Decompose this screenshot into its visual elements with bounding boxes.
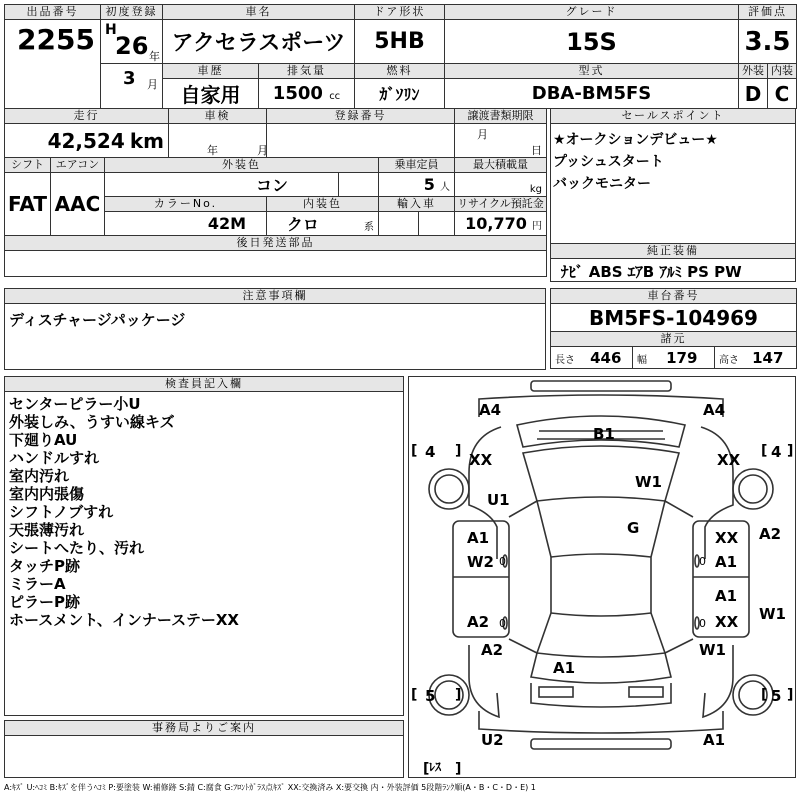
ext-score-label: 外装 [739, 64, 768, 79]
mark-tire-fr: 4 [771, 443, 782, 461]
svg-text:]: ] [455, 761, 462, 777]
mark-tire-rl: 5 [425, 687, 436, 705]
mark-tire-fl: 4 [425, 443, 436, 461]
notes-label: 注意事項欄 [5, 289, 545, 304]
displacement-unit: cc [329, 91, 341, 102]
mark-zero: 0 [499, 617, 506, 630]
chassis-number: BM5FS-104969 [551, 304, 797, 332]
inspector-line: ハンドルすれ [9, 449, 100, 467]
inspector-line: センターピラー小U [9, 395, 141, 413]
capacity-unit: 人 [440, 182, 450, 193]
insp-month-unit: 月 [257, 144, 268, 157]
car-name: アクセラスポーツ [163, 20, 355, 64]
color-no: 42M [105, 212, 267, 236]
door-label: ドア形状 [355, 5, 445, 20]
color-no-label: カラーNo. [105, 197, 267, 212]
fuel-label: 燃料 [355, 64, 445, 79]
inspector-line: ピラーP跡 [9, 593, 80, 611]
chassis-label: 車台番号 [551, 289, 797, 304]
first-reg-label: 初度登録 [101, 5, 163, 20]
inspector-label: 検査員記入欄 [5, 377, 403, 392]
svg-text:]: ] [787, 687, 794, 703]
header-table [4, 4, 797, 109]
history-label: 車歴 [163, 64, 259, 79]
doc-day-unit: 日 [531, 144, 542, 157]
inspector-line: ホースメント、インナーステーXX [9, 611, 239, 629]
int-color-label: 内装色 [267, 197, 379, 212]
ext-color-label: 外装色 [105, 158, 379, 173]
year-unit: 年 [149, 50, 160, 63]
recycle-label: リサイクル預託金 [455, 197, 547, 212]
door-type: 5HB [355, 20, 445, 64]
mark-door-fr: XX [715, 529, 739, 547]
mark-rear-right: A1 [703, 731, 726, 749]
sales-point-item: バックモニター [553, 176, 651, 192]
svg-text:[: [ [423, 761, 430, 777]
displacement: 1500 [272, 83, 323, 104]
equipment-label: 純正装備 [551, 243, 795, 259]
sales-point-item: プッシュスタート [553, 154, 664, 170]
reg-year: 26 [115, 32, 149, 60]
reg-month: 3 [123, 68, 136, 89]
mark-door-fl2: W2 [467, 553, 494, 571]
reg-no-label: 登録番号 [267, 109, 455, 124]
length-label: 長さ [555, 355, 575, 366]
mark-trunk: A1 [553, 659, 576, 677]
inspector-box [4, 376, 404, 716]
height-label: 高さ [719, 355, 739, 366]
capacity-label: 乗車定員 [379, 158, 455, 173]
history: 自家用 [163, 79, 259, 109]
ext-score: D [739, 79, 768, 109]
mileage: 42,524 [47, 128, 125, 153]
grade: 15S [445, 20, 739, 64]
svg-text:]: ] [455, 687, 462, 703]
spec-table [4, 108, 547, 277]
capacity: 5 [423, 175, 435, 194]
notes-box [4, 288, 546, 370]
office-label: 事務局よりご案内 [5, 721, 403, 736]
svg-text:[: [ [761, 687, 768, 703]
int-score-label: 内装 [768, 64, 797, 79]
svg-text:[: [ [411, 443, 418, 459]
car-outline-svg [409, 377, 795, 777]
mark-pillar-l: U1 [487, 491, 510, 509]
lot-number: 2255 [17, 23, 95, 56]
displacement-label: 排気量 [259, 64, 355, 79]
shift: FAT [5, 173, 51, 236]
import-label: 輸入車 [379, 197, 455, 212]
int-color-unit: 系 [364, 222, 374, 233]
dims-label: 諸元 [551, 332, 797, 347]
mark-front-right: A4 [703, 401, 726, 419]
mark-fender-r: XX [717, 451, 741, 469]
mark-tire-rr: 5 [771, 687, 782, 705]
doc-deadline-label: 譲渡書類期限 [455, 109, 547, 124]
max-load-unit: kg [529, 184, 542, 195]
inspector-line: ミラーA [9, 575, 66, 593]
width-label: 幅 [637, 355, 647, 366]
width: 179 [666, 349, 698, 367]
inspection-label: 車検 [169, 109, 267, 124]
length: 446 [590, 349, 622, 367]
mark-hood: B1 [593, 425, 615, 443]
mileage-label: 走行 [5, 109, 169, 124]
ac-label: エアコン [51, 158, 105, 173]
mark-lens: ﾚｽ [429, 760, 442, 774]
svg-text:]: ] [787, 443, 794, 459]
inspector-line: シートへたり、汚れ [9, 539, 145, 557]
month-unit: 月 [147, 78, 158, 91]
height: 147 [752, 349, 784, 367]
inspector-line: 室内汚れ [9, 467, 70, 485]
lot-no-label: 出品番号 [5, 5, 101, 20]
sales-point-label: セールスポイント [551, 109, 795, 124]
mileage-unit: km [129, 128, 164, 153]
mark-zero: 0 [499, 555, 506, 568]
mark-zero: 0 [699, 617, 706, 630]
mark-zero: 0 [699, 555, 706, 568]
mark-door-fl: A1 [467, 529, 490, 547]
shift-label: シフト [5, 158, 51, 173]
damage-diagram [408, 376, 796, 778]
inspector-list [9, 395, 239, 629]
mark-quarter-l: A2 [481, 641, 504, 659]
inspector-line: 下廻りAU [9, 431, 78, 449]
era-mark: H [105, 22, 117, 38]
later-parts-label: 後日発送部品 [5, 236, 547, 251]
mark-door-fr2: A1 [715, 553, 738, 571]
office-box [4, 720, 404, 778]
int-score: C [768, 79, 797, 109]
mark-roof: W1 [635, 473, 662, 491]
mark-side-r-rear: W1 [759, 605, 786, 623]
notes-text: ディスチャージパッケージ [9, 311, 186, 329]
mark-door-rr2: XX [715, 613, 739, 631]
svg-text:[: [ [411, 687, 418, 703]
inspector-line: 室内内張傷 [9, 485, 85, 503]
doc-month-unit: 月 [477, 128, 488, 141]
model-label: 型式 [445, 64, 739, 79]
equipment-list: ﾅﾋﾞ ABS ｴｱB ｱﾙﾐ PS PW [561, 263, 742, 281]
chassis-table [550, 288, 797, 369]
inspector-line: シフトノブすれ [9, 503, 114, 521]
insp-year-unit: 年 [207, 144, 218, 157]
mark-fender-l: XX [469, 451, 493, 469]
sales-point-list [553, 129, 718, 195]
inspector-line: 外装しみ、うすい線キズ [9, 413, 175, 431]
max-load-label: 最大積載量 [455, 158, 547, 173]
recycle-unit: 円 [532, 221, 542, 232]
score: 3.5 [739, 20, 797, 64]
score-label: 評価点 [739, 5, 797, 20]
mark-door-rr: A1 [715, 587, 738, 605]
fuel: ｶﾞｿﾘﾝ [355, 79, 445, 109]
ext-color: コン [105, 173, 339, 197]
svg-text:[: [ [761, 443, 768, 459]
mark-quarter-r: W1 [699, 641, 726, 659]
svg-text:]: ] [455, 443, 462, 459]
inspector-line: タッチP跡 [9, 557, 80, 575]
sales-point-item: ★オークションデビュー★ [553, 132, 718, 148]
air-con: AAC [51, 173, 105, 236]
car-name-label: 車名 [163, 5, 355, 20]
mark-front-left: A4 [479, 401, 502, 419]
int-color: クロ [286, 215, 319, 234]
inspector-line: 天張薄汚れ [9, 521, 85, 539]
grade-label: グレード [445, 5, 739, 20]
sales-point-box [550, 108, 796, 282]
recycle-fee: 10,770 [465, 214, 527, 233]
mark-side-r-front: A2 [759, 525, 782, 543]
legend-text: A:ｷｽﾞ U:ﾍｺﾐ B:ｷｽﾞを伴うﾍｺﾐ P:要塗装 W:補修跡 S:錆 C:腐食 G:ﾌﾛﾝﾄｶﾞﾗｽ点ｷｽﾞ XX:交換済み X:要交換 内・外装評価 5段階ﾗﾝｸ順(A・B・C・D・E) 1 [4, 783, 536, 792]
model: DBA-BM5FS [445, 79, 739, 109]
mark-door-rl: A2 [467, 613, 490, 631]
mark-rear-left: U2 [481, 731, 504, 749]
mark-glass: G [627, 519, 640, 537]
